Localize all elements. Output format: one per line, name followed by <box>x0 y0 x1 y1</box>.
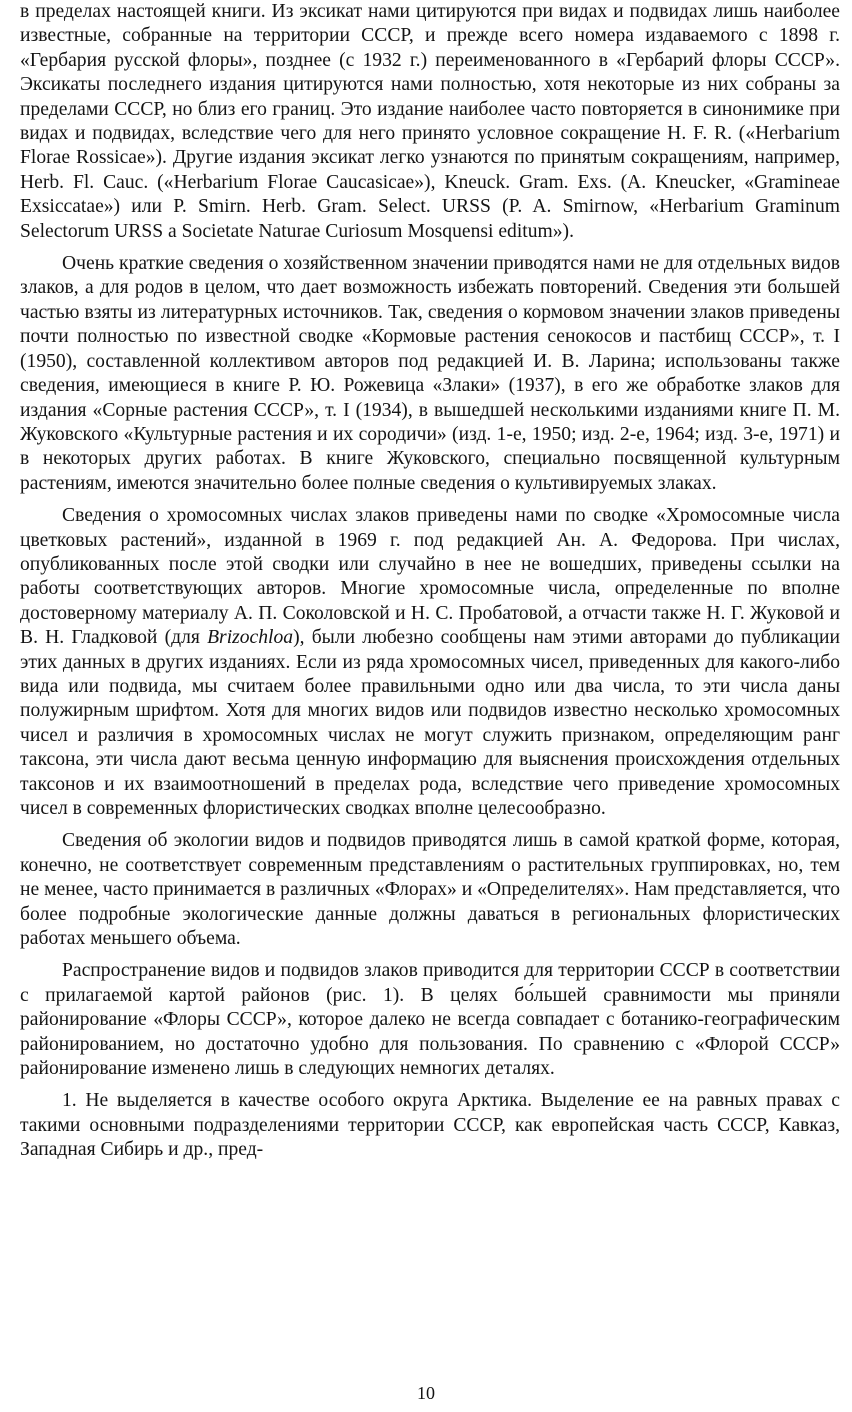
paragraph-distribution: Распространение видов и подвидов злаков приводится для территории СССР в соответствии с прилагаемой картой районов (рис. 1). В целях бо́льшей сравнимости мы приняли районирование «Флоры СССР», которое далеко не всегда совпадает с ботанико-географическим районированием, но достаточно удобно для пользования. По сравнению с «Флорой СССР» районирование изменено лишь в следующих немногих деталях. <box>20 960 840 1080</box>
paragraph-exsiccatae: в пределах настоящей книги. Из эксикат нами цитируются при видах и подвидах лишь наиболее известные, собранные на территории СССР, и прежде всего номера издаваемого с 1898 г. «Гербария русской флоры», позднее (с 1932 г.) переименованного в «Гербарий флоры СССР». Эксикаты последнего издания цитируются нами полностью, хотя некоторые из них собраны за пределами СССР, но близ его границ. Это издание наиболее часто повторяется в синонимике при видах и подвидах, вследствие чего для него принято условное сокращение H. F. R. («Herbarium Florae Rossicae»). Другие издания эксикат легко узнаются по принятым сокращениям, например, Herb. Fl. Cauc. («Herbarium Florae Caucasicae»), Kneuck. Gram. Exs. (A. Kneucker, «Gramineae Exsiccatae») или P. Smirn. Herb. Gram. Select. URSS (P. A. Smirnow, «Herbarium Graminum Selectorum URSS a Societate Naturae Curiosum Mosquensi editum»). <box>20 1 840 242</box>
paragraph-item-1: 1. Не выделяется в качестве особого округа Арктика. Выделение ее на равных правах с такими основными подразделениями территории СССР, как европейская часть СССР, Кавказ, Западная Сибирь и др., пред- <box>20 1090 840 1161</box>
paragraph-ecology: Сведения об экологии видов и подвидов приводятся лишь в самой краткой форме, которая, конечно, не соответствует современным представлениям о растительных группировках, но, тем не менее, часто принимается в различных «Флорах» и «Определителях». Нам представляется, что более подробные экологические данные должны даваться в региональных флористических работах меньшего объема. <box>20 830 840 950</box>
paragraph-chromosome-numbers <box>20 504 840 821</box>
body-text <box>20 0 840 1163</box>
genus-name-italic: Brizochloa <box>207 627 294 649</box>
chromosome-text-after: ), были любезно сообщены нам этими авторами до публикации этих данных в других изданиях. Если из ряда хромосомных чисел, приведенных для какого-либо вида или подвида, мы считаем более правильными одно или два числа, то эти числа даны полужирным шрифтом. Хотя для многих видов или подвидов известно несколько хромосомных чисел и различия в хромосомных числах не могут служить признаком, определяющим ранг таксона, эти числа дают весьма ценную информацию для выяснения происхождения отдельных таксонов и их взаимоотношений в пределах рода, вследствие чего приведение хромосомных чисел в современных флористических сводках вполне целесообразно. <box>20 627 840 819</box>
chromosome-text-before: Сведения о хромосомных числах злаков приведены нами по сводке «Хромосомные числа цветковых растений», изданной в 1969 г. под редакцией Ан. А. Федорова. При числах, опубликованных после этой сводки или случайно в нее не вошедших, приведены ссылки на работы соответствующих авторов. Многие хромосомные числа, определенные по вполне достоверному материалу А. П. Соколовской и Н. С. Пробатовой, а отчасти также Н. Г. Жуковой и В. Н. Гладковой (для <box>20 505 840 649</box>
paragraph-economic-value: Очень краткие сведения о хозяйственном значении приводятся нами не для отдельных видов злаков, а для родов в целом, что дает возможность избежать повторений. Сведения эти большей частью взяты из литературных источников. Так, сведения о кормовом значении злаков приведены почти полностью по известной сводке «Кормовые растения сенокосов и пастбищ СССР», т. I (1950), составленной коллективом авторов под редакцией И. В. Ларина; использованы также сведения, имеющиеся в книге Р. Ю. Рожевица «Злаки» (1937), в его же обработке злаков для издания «Сорные растения СССР», т. I (1934), в вышедшей несколькими изданиями книге П. М. Жуковского «Культурные растения и их сородичи» (изд. 1-е, 1950; изд. 2-е, 1964; изд. 3-е, 1971) и в некоторых других работах. В книге Жуковского, специально посвященной культурным растениям, имеются значительно более полные сведения о культивируемых злаках. <box>20 253 840 494</box>
page-number: 10 <box>417 1383 435 1403</box>
